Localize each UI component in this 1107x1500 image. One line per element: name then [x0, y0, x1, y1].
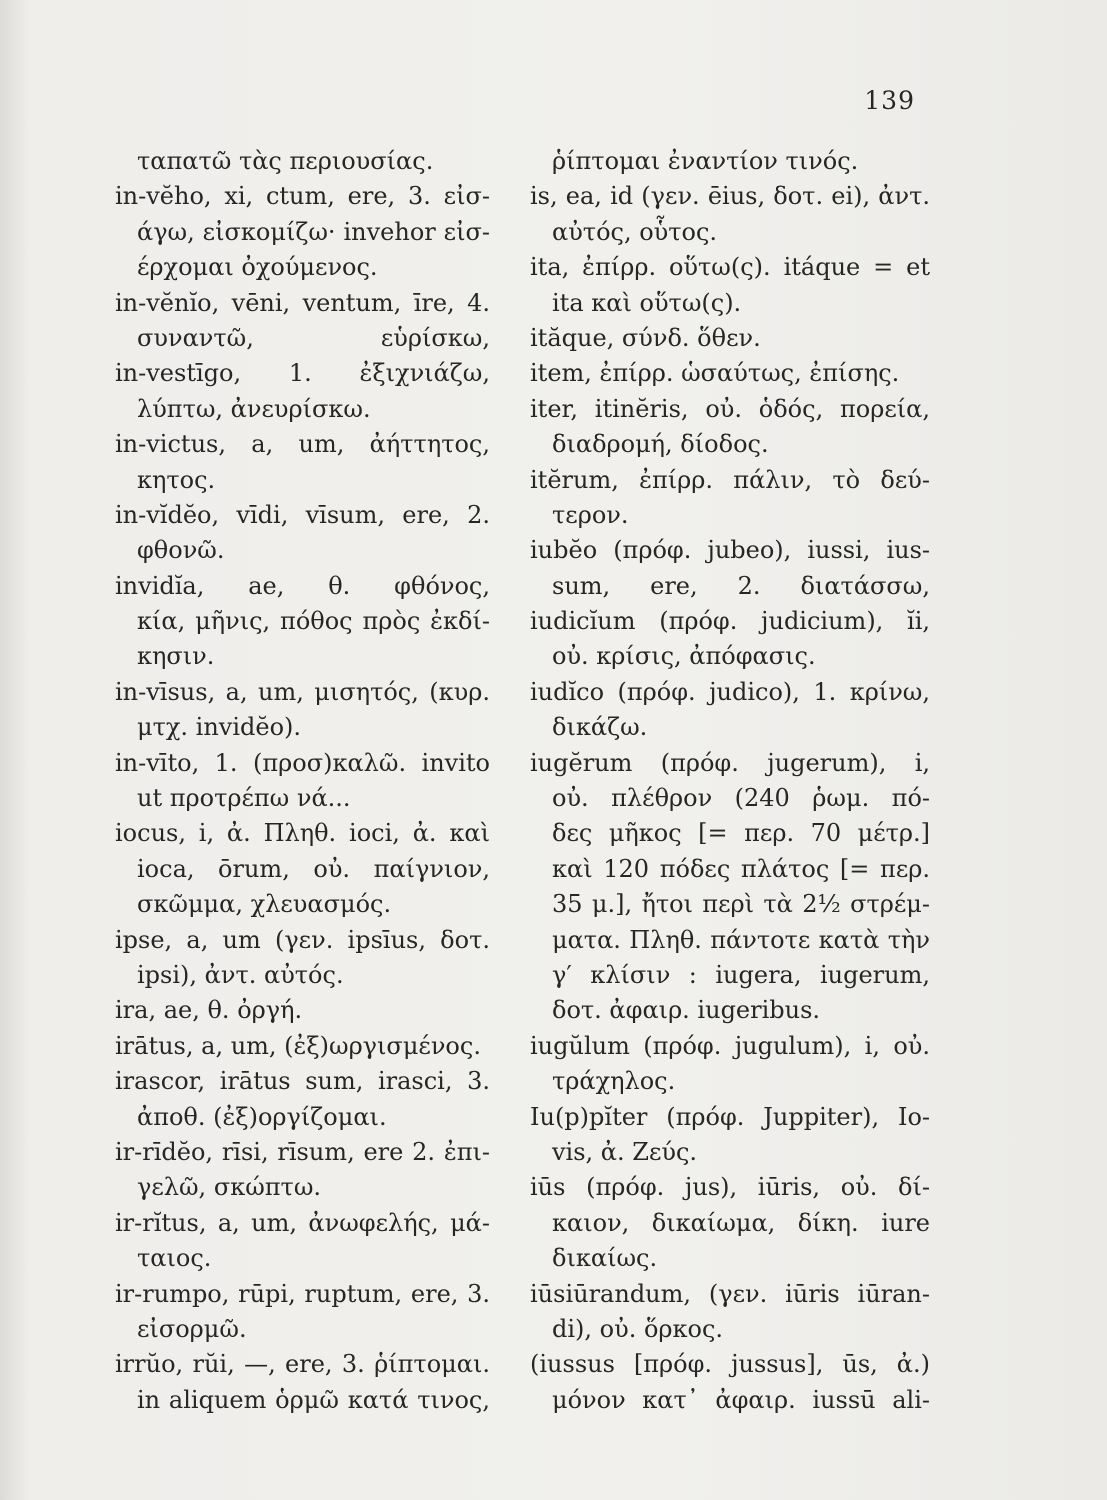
- dictionary-line: di), οὐ. ὅρκος.: [552, 1314, 724, 1343]
- dictionary-line: κησιν.: [137, 642, 215, 671]
- dictionary-line: διαδρομή, δίοδος.: [552, 430, 769, 459]
- dictionary-line: in-vīsus, a, um, μισητός, (κυρ.: [115, 677, 490, 706]
- dictionary-line: ipsi), ἀντ. αὐτός.: [137, 960, 344, 989]
- dictionary-line: iudicĭum (πρόφ. judicium), ĭi,: [530, 607, 930, 636]
- dictionary-line: κία, μῆνις, πόθος πρὸς ἐκδί-: [137, 607, 490, 636]
- dictionary-line: sum, ere, 2. διατάσσω,: [552, 571, 930, 600]
- dictionary-line: invidĭa, ae, θ. φθόνος,: [115, 571, 490, 600]
- dictionary-line: ir-rīdĕo, rīsi, rīsum, ere 2. ἐπι-: [115, 1137, 490, 1166]
- dictionary-line: ταιος.: [137, 1244, 212, 1273]
- dictionary-line: in-vestīgo, 1. ἐξιχνιάζω,: [115, 359, 490, 388]
- dictionary-line: ἀποθ. (ἐξ)οργίζομαι.: [137, 1102, 387, 1131]
- dictionary-line: (iussus [πρόφ. jussus], ūs, ἀ.): [530, 1350, 930, 1379]
- page-number: 139: [864, 86, 915, 115]
- dictionary-line: item, ἐπίρρ. ὡσαύτως, ἐπίσης.: [530, 359, 900, 388]
- dictionary-line: iocus, i, ἀ. Πληθ. ioci, ἀ. καὶ: [115, 819, 490, 848]
- dictionary-line: iter, itinĕris, οὐ. ὁδός, πορεία,: [530, 394, 930, 423]
- dictionary-line: irātus, a, um, (ἐξ)ωργισμένος.: [115, 1031, 481, 1060]
- dictionary-line: in-vĕnĭo, vēni, ventum, īre, 4.: [115, 288, 490, 317]
- dictionary-line: iūsiūrandum, (γεν. iūris iūran-: [530, 1279, 930, 1308]
- dictionary-line: ut προτρέπω νά...: [137, 784, 351, 813]
- dictionary-line: in-vĕho, xi, ctum, ere, 3. εἰσ-: [115, 182, 490, 211]
- dictionary-line: iūs (πρόφ. jus), iūris, οὐ. δί-: [530, 1173, 930, 1202]
- dictionary-line: ioca, ōrum, οὐ. παίγνιον,: [137, 854, 490, 883]
- dictionary-line: γ′ κλίσιν : iugera, iugerum,: [552, 960, 930, 989]
- dictionary-line: iugĕrum (πρόφ. jugerum), i,: [530, 748, 930, 777]
- dictionary-line: 35 μ.], ἤτοι περὶ τὰ 2½ στρέμ-: [552, 890, 930, 919]
- dictionary-line: μτχ. invidĕo).: [137, 713, 302, 742]
- dictionary-line: in-vĭdĕo, vīdi, vīsum, ere, 2.: [115, 500, 490, 529]
- dictionary-line: ῥίπτομαι ἐναντίον τινός.: [552, 147, 859, 175]
- dictionary-line: iugŭlum (πρόφ. jugulum), i, οὐ.: [530, 1031, 930, 1060]
- dictionary-line: ita καὶ οὕτω(ς).: [552, 288, 742, 317]
- dictionary-line: ira, ae, θ. ὀργή.: [115, 996, 303, 1025]
- left-column: [115, 144, 490, 1418]
- dictionary-line: τερον.: [552, 500, 629, 529]
- dictionary-line: συναντῶ, εὑρίσκω,: [137, 323, 490, 352]
- dictionary-line: δικάζω.: [552, 713, 648, 742]
- dictionary-line: οὐ. πλέθρον (240 ῥωμ. πό-: [552, 784, 930, 813]
- dictionary-line: vis, ἀ. Ζεύς.: [552, 1137, 698, 1166]
- dictionary-line: in aliquem ὁρμῶ κατά τινος,: [137, 1385, 490, 1414]
- dictionary-line: οὐ. κρίσις, ἀπόφασις.: [552, 642, 816, 671]
- dictionary-line: itĕrum, ἐπίρρ. πάλιν, τὸ δεύ-: [530, 465, 930, 494]
- dictionary-line: iudĭco (πρόφ. judico), 1. κρίνω,: [530, 677, 930, 706]
- dictionary-line: καιον, δικαίωμα, δίκη. iure: [552, 1208, 930, 1237]
- dictionary-line: τράχηλος.: [552, 1067, 676, 1096]
- dictionary-line: δοτ. ἀφαιρ. iugeribus.: [552, 996, 821, 1025]
- dictionary-line: αὐτός, οὗτος.: [552, 217, 718, 246]
- dictionary-line: έρχομαι ὀχούμενος.: [137, 253, 378, 282]
- dictionary-line: κητος.: [137, 465, 216, 494]
- dictionary-line: in-vīto, 1. (προσ)καλῶ. invito: [115, 748, 490, 777]
- dictionary-line: δες μῆκος [= περ. 70 μέτρ.]: [552, 819, 930, 848]
- dictionary-line: σκῶμμα, χλευασμός.: [137, 890, 392, 919]
- dictionary-line: καὶ 120 πόδες πλάτος [= περ.: [552, 854, 930, 883]
- right-column: [530, 144, 930, 1418]
- dictionary-line: ita, ἐπίρρ. οὕτω(ς). itáque = et: [530, 253, 930, 282]
- dictionary-line: ματα. Πληθ. πάντοτε κατὰ τὴν: [552, 925, 930, 954]
- dictionary-line: in-victus, a, um, ἀήττητος,: [115, 430, 490, 459]
- dictionary-line: irascor, irātus sum, irasci, 3.: [115, 1067, 490, 1096]
- dictionary-line: φθονῶ.: [137, 536, 225, 565]
- dictionary-line: ipse, a, um (γεν. ipsīus, δοτ.: [115, 925, 490, 954]
- dictionary-line: Iu(p)pĭter (πρόφ. Juppiter), Io-: [530, 1102, 930, 1131]
- dictionary-line: άγω, εἰσκομίζω· invehor εἰσ-: [137, 217, 490, 246]
- dictionary-line: is, ea, id (γεν. ēius, δοτ. ei), ἀντ.: [530, 182, 930, 211]
- dictionary-line: λύπτω, ἀνευρίσκω.: [137, 394, 371, 423]
- dictionary-line: μόνον κατ᾽ ἀφαιρ. iussū ali-: [552, 1385, 930, 1414]
- dictionary-line: ir-rĭtus, a, um, ἀνωφελής, μά-: [115, 1208, 490, 1237]
- dictionary-line: ir-rumpo, rūpi, ruptum, ere, 3.: [115, 1279, 490, 1308]
- dictionary-line: irrŭo, rŭi, —, ere, 3. ῥίπτομαι.: [115, 1350, 490, 1379]
- dictionary-line: iubĕo (πρόφ. jubeo), iussi, ius-: [530, 536, 930, 565]
- dictionary-line: εἰσορμῶ.: [137, 1314, 247, 1343]
- dictionary-line: ταπατῶ τὰς περιουσίας.: [137, 147, 434, 175]
- dictionary-line: ităque, σύνδ. ὅθεν.: [530, 323, 761, 352]
- dictionary-line: γελῶ, σκώπτω.: [137, 1173, 322, 1202]
- dictionary-line: δικαίως.: [552, 1244, 658, 1273]
